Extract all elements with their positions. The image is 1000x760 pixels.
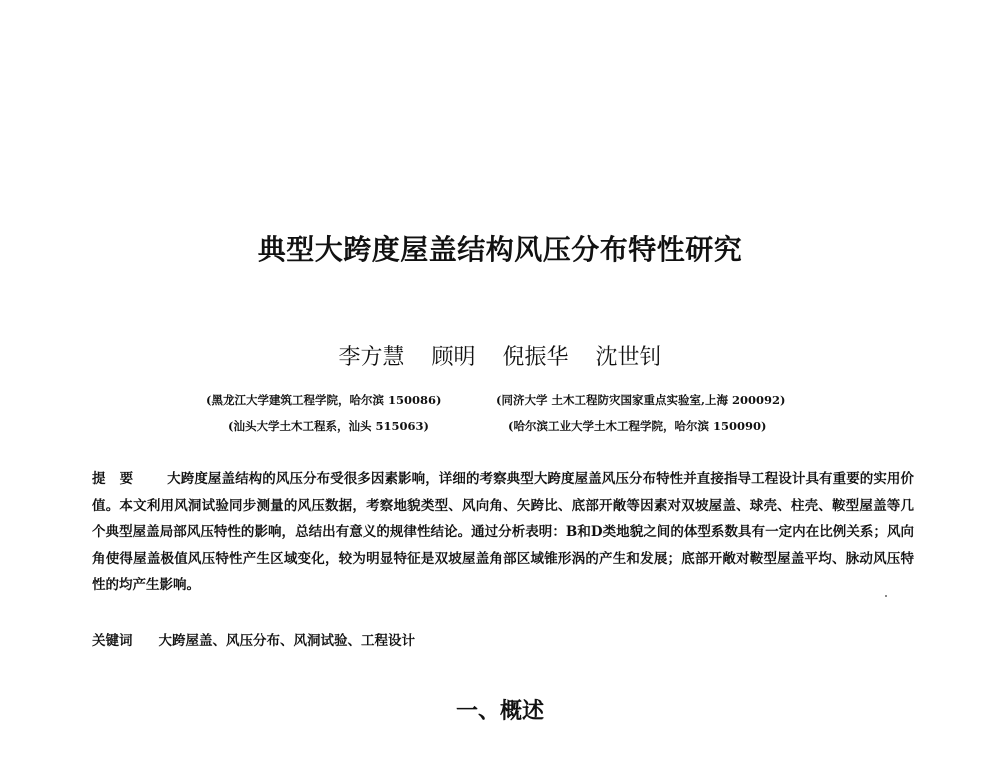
author-4: 沈世钊 bbox=[595, 345, 662, 370]
abstract bbox=[92, 466, 914, 599]
author-2: 顾明 bbox=[431, 345, 476, 370]
author-3: 倪振华 bbox=[502, 345, 569, 370]
keywords bbox=[92, 629, 415, 649]
abstract-text: 大跨度屋盖结构的风压分布受很多因素影响，详细的考察典型大跨度屋盖风压分布特性并直接指导工程设计具有重要的实用价值。本文利用风洞试验同步测量的风压数据，考察地貌类型、风向角、矢跨比、底部开敞等因素对双坡屋盖、球壳、柱壳、鞍型屋盖等几个典型屋盖局部风压特性的影响，总结出有意义的规律性结论。通过分析表明：B和D类地貌之间的体型系数具有一定内在比例关系；风向角使得屋盖极值风压特性产生区域变化，较为明显特征是双坡屋盖角部区域锥形涡的产生和发展；底部开敞对鞍型屋盖平均、脉动风压特性的均产生影响。 bbox=[92, 471, 915, 593]
abstract-label: 提要 bbox=[92, 471, 148, 487]
affiliation-1: (黑龙江大学建筑工程学院，哈尔滨 150086) bbox=[206, 393, 442, 407]
section-heading: 一、概述 bbox=[455, 699, 544, 724]
author-1: 李方慧 bbox=[338, 345, 405, 370]
author-list bbox=[0, 340, 1000, 371]
affiliation-3: (汕头大学土木工程系，汕头 515063) bbox=[228, 419, 429, 433]
affiliation-4: (哈尔滨工业大学土木工程学院，哈尔滨 150090) bbox=[508, 419, 767, 433]
paper-title: 典型大跨度屋盖结构风压分布特性研究 bbox=[257, 233, 743, 266]
affiliation-2: (同济大学 土木工程防灾国家重点实验室,上海 200092) bbox=[496, 393, 786, 407]
keywords-text: 大跨屋盖、风压分布、风洞试验、工程设计 bbox=[158, 633, 415, 649]
scan-speck bbox=[885, 595, 887, 597]
keywords-label: 关键词 bbox=[92, 633, 133, 649]
